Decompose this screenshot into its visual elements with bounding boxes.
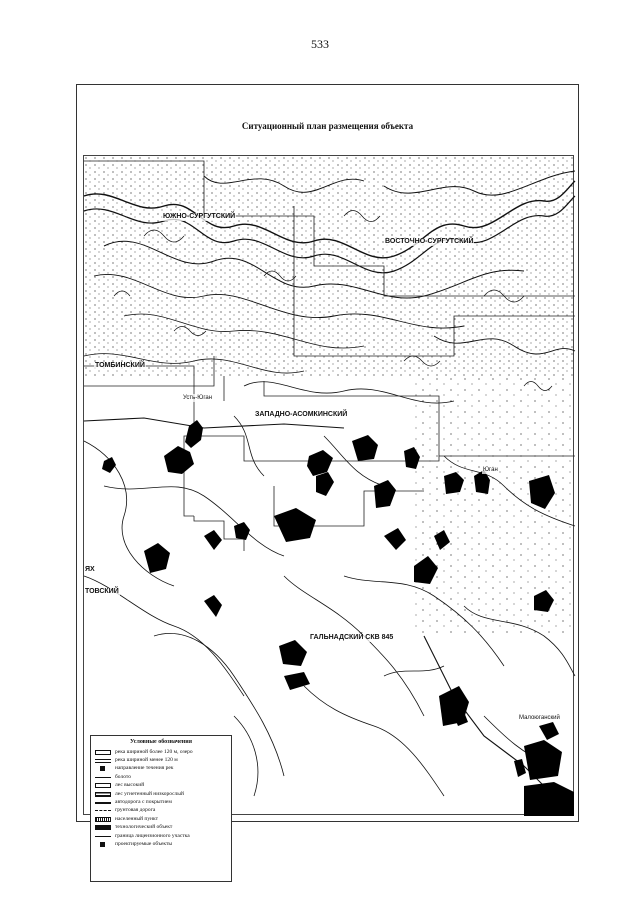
- label-maloyuganskoe: Малоюганский: [519, 715, 560, 721]
- label-yakh: ЯХ: [85, 566, 95, 573]
- legend-label: болото: [115, 773, 131, 780]
- legend-swatch-thin-line-icon: [95, 777, 111, 778]
- label-tovsky: ТОВСКИЙ: [85, 588, 119, 595]
- legend-item-tech-object: [91, 824, 231, 832]
- legend-swatch-thick-line-icon: [95, 802, 111, 804]
- legend-item-settlement: [91, 815, 231, 823]
- legend-label: грунтовая дорога: [115, 807, 156, 814]
- legend-label: река шириной более 120 м, озеро: [115, 748, 193, 755]
- label-vostochno-surgutsky: ВОСТОЧНО-СУРГУТСКИЙ: [385, 238, 474, 245]
- map-title: Ситуационный план размещения объекта: [241, 121, 414, 131]
- legend-label: технологический объект: [115, 824, 173, 831]
- legend-label: населенный пункт: [115, 815, 159, 822]
- page-number: 533: [311, 37, 329, 51]
- legend-swatch-box-icon: [95, 750, 111, 755]
- legend-swatch-square-icon: [100, 842, 105, 847]
- legend-swatch-box-icon: [95, 783, 111, 788]
- map-frame: [76, 84, 579, 847]
- legend-swatch-filled-icon: [95, 825, 111, 830]
- legend-swatch-hatched-icon: [95, 792, 111, 797]
- legend-item-river-wide: [91, 748, 231, 756]
- situation-map: [83, 155, 574, 847]
- map-legend: [90, 735, 232, 882]
- legend-label: проектируемые объекты: [115, 840, 173, 847]
- legend-item-dirt-road: [91, 807, 231, 815]
- map-graphics: [84, 156, 575, 816]
- label-yugan: Юган: [483, 467, 498, 473]
- legend-item-paved-road: [91, 798, 231, 806]
- legend-swatch-dashdot-line-icon: [95, 836, 111, 837]
- label-yuzhno-surgutsky: ЮЖНО-СУРГУТСКИЙ: [163, 213, 236, 220]
- legend-swatch-dashed-line-icon: [95, 810, 111, 811]
- legend-label: лес угнетенный низкорослый: [115, 790, 184, 797]
- label-tombinsky: ТОМБИНСКИЙ: [95, 362, 145, 369]
- legend-swatch-dense-hatch-icon: [95, 817, 111, 822]
- legend-item-license-boundary: [91, 832, 231, 840]
- label-ust-yugan: Усть-Юган: [183, 395, 213, 401]
- legend-swatch-double-line-icon: [95, 759, 111, 763]
- legend-item-forest-low: [91, 790, 231, 798]
- label-galnadsky: ГАЛЬНАДСКИЙ СКВ 845: [310, 634, 394, 641]
- legend-item-swamp: [91, 773, 231, 781]
- legend-item-river-narrow: [91, 756, 231, 764]
- legend-label: граница лицензионного участка: [115, 832, 190, 839]
- legend-label: лес высокий: [115, 782, 145, 789]
- legend-item-forest-high: [91, 782, 231, 790]
- legend-title: Условные обозначения: [130, 739, 192, 745]
- legend-item-projected: [91, 840, 231, 848]
- legend-label: автодорога с покрытием: [115, 799, 172, 806]
- label-zapadno-asomkinsky: ЗАПАДНО-АСОМКИНСКИЙ: [255, 411, 348, 418]
- legend-item-flow-direction: [91, 765, 231, 773]
- legend-swatch-square-icon: [100, 766, 105, 771]
- legend-label: река шириной менее 120 м: [115, 757, 178, 764]
- legend-label: направление течения рек: [115, 765, 174, 772]
